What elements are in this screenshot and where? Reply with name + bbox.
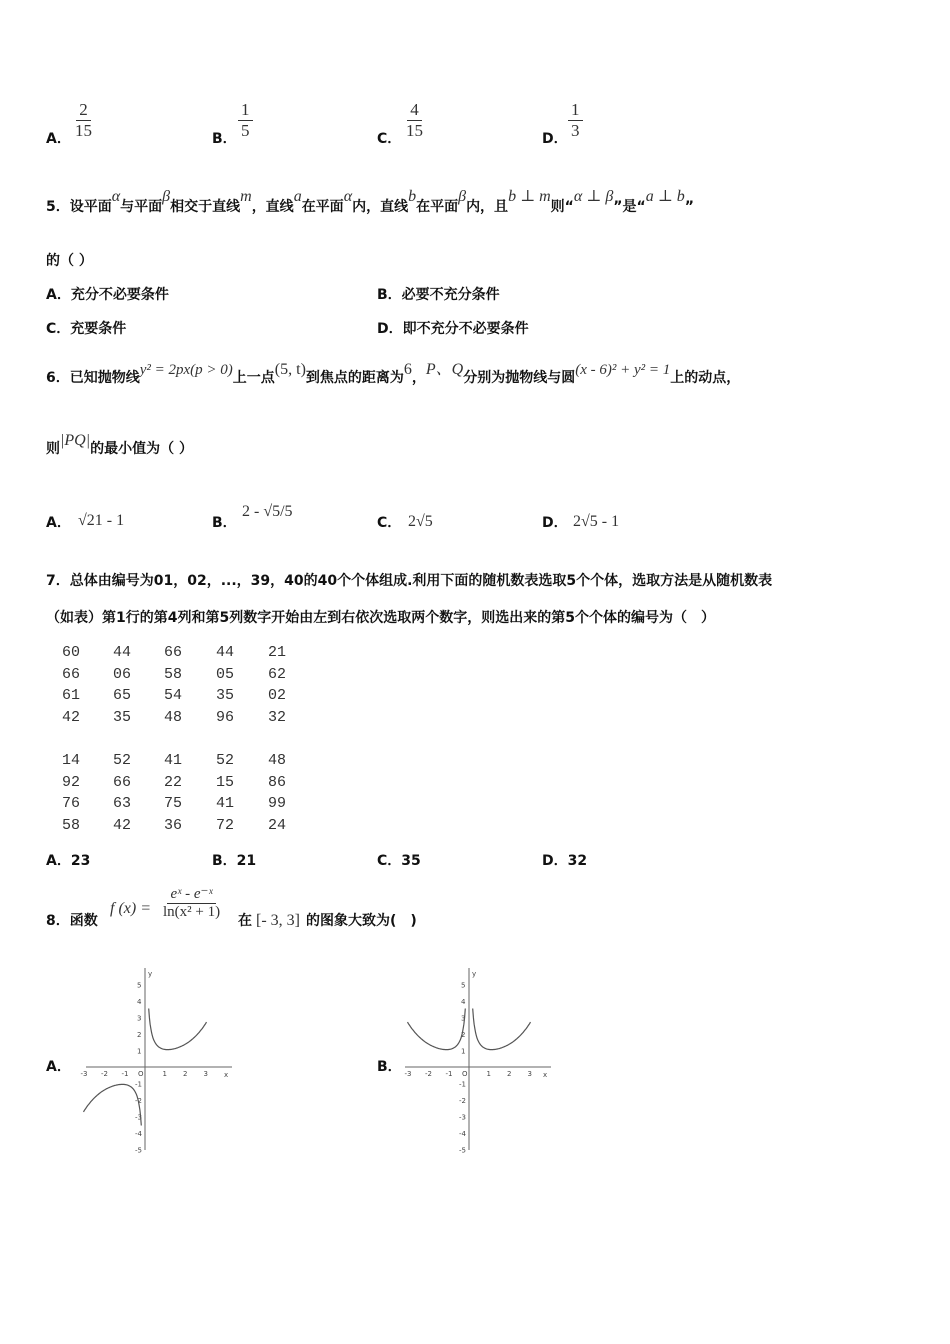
table-cell: 62 <box>268 666 287 683</box>
q6-line2 <box>46 432 193 458</box>
q5-option-c <box>46 318 126 338</box>
table-cell: 52 <box>113 752 132 769</box>
y-tick-label: -3 <box>135 1113 142 1122</box>
x-tick-label: -2 <box>101 1070 108 1078</box>
q7-option-c <box>377 850 421 870</box>
label: A． <box>46 287 71 303</box>
y-tick-label: -3 <box>459 1113 466 1122</box>
table-cell: 06 <box>113 666 132 683</box>
text: 设平面 <box>69 199 112 215</box>
table-cell: 48 <box>268 752 287 769</box>
graph-b-label: B． <box>377 1059 402 1075</box>
table-cell: 58 <box>62 817 81 834</box>
text: ，直线 <box>251 199 294 215</box>
table-cell: 54 <box>164 687 183 704</box>
text: ， <box>411 370 426 386</box>
table-cell: 42 <box>62 709 81 726</box>
x-tick-label: 2 <box>507 1070 512 1078</box>
x-tick-label: 2 <box>183 1070 188 1078</box>
table-cell: 32 <box>268 709 287 726</box>
text: 与平面 <box>120 199 163 215</box>
denominator: ln(x² + 1) <box>163 904 221 921</box>
text: 的图象大致为( ) <box>306 913 417 929</box>
math-circle: (x - 6)² + y² = 1 <box>575 362 671 378</box>
math-pq: P、Q <box>425 361 464 378</box>
text: 到焦点的距离为 <box>305 370 404 386</box>
q7-option-b <box>212 850 256 870</box>
table-cell: 76 <box>62 795 81 812</box>
y-tick-label: -1 <box>135 1080 142 1089</box>
denominator: 3 <box>571 120 580 140</box>
denominator: 15 <box>406 120 423 140</box>
x-tick-label: 3 <box>527 1070 532 1078</box>
label: A． <box>46 853 71 869</box>
table-cell: 58 <box>164 666 183 683</box>
q5-line2: 的（ ） <box>46 253 93 269</box>
text: ” <box>684 199 694 215</box>
text: 上的动点， <box>670 370 741 386</box>
y-tick-label: -4 <box>459 1130 466 1138</box>
q6-option-d-value: 2√5 - 1 <box>573 513 620 530</box>
table-cell: 15 <box>216 774 235 791</box>
q5-option-d <box>377 318 529 338</box>
math-parabola: y² = 2px(p > 0) <box>139 362 233 378</box>
q5-line1 <box>46 188 694 216</box>
y-tick-label: 1 <box>137 1047 142 1056</box>
q6-option-d-label: D． <box>542 515 568 531</box>
q4-option-a-label: A． <box>46 131 71 147</box>
y-tick-label: 2 <box>137 1031 142 1039</box>
curve-left-branch <box>408 1009 466 1050</box>
math-b: b <box>408 188 417 205</box>
table-cell: 75 <box>164 795 183 812</box>
text: 相交于直线 <box>170 199 241 215</box>
label: B． <box>212 853 237 869</box>
table-cell: 60 <box>62 644 81 661</box>
table-cell: 63 <box>113 795 132 812</box>
y-tick-label: 5 <box>137 981 142 990</box>
math-expr2: a ⊥ b <box>645 188 685 205</box>
math-abs-pq: |PQ| <box>60 432 91 449</box>
text: 23 <box>70 853 91 869</box>
x-axis-label: x <box>224 1071 229 1079</box>
text: 在平面 <box>416 199 459 215</box>
x-axis-label: x <box>543 1071 548 1079</box>
text: 充分不必要条件 <box>70 287 169 303</box>
q6-option-b-value: 2 - √5/5 <box>242 503 293 520</box>
text: 的最小值为（ ） <box>90 441 193 457</box>
numerator: 1 <box>568 100 583 121</box>
table-cell: 36 <box>164 817 183 834</box>
y-tick-label: -2 <box>135 1097 142 1105</box>
x-tick-label: 3 <box>203 1070 208 1078</box>
y-tick-label: -5 <box>135 1146 142 1155</box>
math-a: a <box>293 188 302 205</box>
label: C． <box>377 853 402 869</box>
text: 35 <box>401 853 421 869</box>
y-tick-label: -2 <box>459 1097 466 1105</box>
y-tick-label: 3 <box>137 1014 142 1023</box>
table-cell: 99 <box>268 795 287 812</box>
table-cell: 92 <box>62 774 81 791</box>
q6-line1 <box>46 361 741 387</box>
text: 必要不充分条件 <box>401 287 500 303</box>
x-tick-label: -1 <box>121 1070 129 1078</box>
graph-a <box>80 966 234 1155</box>
text: 充要条件 <box>70 321 127 337</box>
table-cell: 35 <box>113 709 132 726</box>
table-cell: 86 <box>268 774 287 791</box>
q5-option-b <box>377 284 500 304</box>
table-cell: 61 <box>62 687 81 704</box>
q4-option-c-fraction <box>403 100 426 140</box>
table-cell: 72 <box>216 817 235 834</box>
q7-option-d <box>542 850 587 870</box>
y-tick-label: -1 <box>459 1080 466 1089</box>
y-tick-label: 5 <box>461 981 466 990</box>
q8-fraction <box>160 886 223 922</box>
q6-option-b-label: B． <box>212 515 237 531</box>
curve-left-branch <box>84 1084 142 1125</box>
table-cell: 96 <box>216 709 235 726</box>
numerator: 4 <box>407 100 422 121</box>
x-tick-label: -3 <box>404 1070 412 1078</box>
q6-option-a-label: A． <box>46 515 71 531</box>
denominator: 5 <box>241 120 250 140</box>
math-condition: b ⊥ m <box>508 188 551 205</box>
table-cell: 24 <box>268 817 287 834</box>
table-cell: 48 <box>164 709 183 726</box>
q4-option-b-label: B． <box>212 131 237 147</box>
y-tick-label: -4 <box>135 1130 142 1138</box>
math-point: (5, t) <box>274 361 306 378</box>
table-cell: 05 <box>216 666 235 683</box>
y-axis-label: y <box>472 970 477 978</box>
text: ” <box>613 199 623 215</box>
y-tick-label: 1 <box>461 1047 466 1056</box>
q8-number: 8． <box>46 913 70 929</box>
q8-number-and-text <box>46 910 98 930</box>
text: 内，直线 <box>352 199 409 215</box>
x-tick-label: -1 <box>445 1070 453 1078</box>
table-cell: 35 <box>216 687 235 704</box>
table-cell: 22 <box>164 774 183 791</box>
numerator: 2 <box>76 100 91 121</box>
q5-option-a <box>46 284 169 304</box>
y-tick-label: 3 <box>461 1014 466 1023</box>
text: 在 <box>238 913 252 929</box>
label: B． <box>377 287 402 303</box>
table-cell: 65 <box>113 687 132 704</box>
q6-option-a-value: √21 - 1 <box>78 512 125 529</box>
graph-a-label: A． <box>46 1059 71 1075</box>
q7-option-a <box>46 850 90 870</box>
text: “ <box>564 199 574 215</box>
table-cell: 52 <box>216 752 235 769</box>
graph-b <box>403 966 553 1155</box>
y-tick-label: 2 <box>461 1031 466 1039</box>
y-axis-label: y <box>148 970 153 978</box>
q7-line1: 7．总体由编号为01，02，...，39，40的40个个体组成.利用下面的随机数表选取5个个体，选取方法是从随机数表 <box>46 573 773 589</box>
math-distance: 6 <box>403 361 412 378</box>
q5-number: 5． <box>46 199 70 215</box>
text: 即不充分不必要条件 <box>402 321 529 337</box>
text: 32 <box>567 853 588 869</box>
math-m: m <box>240 188 252 205</box>
numerator: 1 <box>238 100 253 121</box>
math-alpha: α <box>111 188 121 205</box>
y-tick-label: -5 <box>459 1146 466 1155</box>
text: 已知抛物线 <box>69 370 140 386</box>
text: 分别为抛物线与圆 <box>463 370 576 386</box>
curve-right-branch <box>473 1009 531 1050</box>
q6-number: 6． <box>46 370 70 386</box>
math-beta: β <box>458 188 467 205</box>
text: 函数 <box>69 913 98 929</box>
y-tick-label: 4 <box>137 998 142 1006</box>
math-alpha: α <box>343 188 353 205</box>
label: D． <box>377 321 403 337</box>
x-tick-label: 1 <box>486 1070 491 1078</box>
table-cell: 66 <box>164 644 183 661</box>
denominator: 15 <box>75 120 92 140</box>
text: 21 <box>236 853 257 869</box>
label: C． <box>46 321 71 337</box>
table-cell: 66 <box>113 774 132 791</box>
q4-option-a-fraction <box>72 100 95 140</box>
table-cell: 44 <box>216 644 235 661</box>
table-cell: 02 <box>268 687 287 704</box>
math-expr1: α ⊥ β <box>573 188 614 205</box>
table-cell: 21 <box>268 644 287 661</box>
table-cell: 44 <box>113 644 132 661</box>
curve-right-branch <box>149 1009 207 1050</box>
math-beta: β <box>162 188 171 205</box>
table-cell: 14 <box>62 752 81 769</box>
x-tick-label: -3 <box>80 1070 88 1078</box>
table-cell: 42 <box>113 817 132 834</box>
origin-label: O <box>462 1070 468 1078</box>
text: “ <box>636 199 646 215</box>
text: 上一点 <box>232 370 275 386</box>
text: 则 <box>550 199 565 215</box>
numerator: eˣ - e⁻ˣ <box>167 886 215 904</box>
label: D． <box>542 853 568 869</box>
table-cell: 41 <box>164 752 183 769</box>
y-tick-label: 4 <box>461 998 466 1006</box>
q4-option-c-label: C． <box>377 131 402 147</box>
q4-option-d-fraction <box>568 100 583 140</box>
text: 内，且 <box>466 199 509 215</box>
x-tick-label: -2 <box>425 1070 432 1078</box>
table-cell: 41 <box>216 795 235 812</box>
x-tick-label: 1 <box>162 1070 167 1078</box>
q6-option-c-label: C． <box>377 515 402 531</box>
text: 则 <box>46 441 60 457</box>
q4-option-b-fraction <box>238 100 253 140</box>
text: 在平面 <box>301 199 344 215</box>
q4-option-d-label: D． <box>542 131 568 147</box>
math-interval: [- 3, 3] <box>256 912 300 929</box>
q6-option-c-value: 2√5 <box>408 513 433 530</box>
table-cell: 66 <box>62 666 81 683</box>
math-fx: f (x) = <box>110 900 151 917</box>
text: 是 <box>622 199 637 215</box>
q7-line2: （如表）第1行的第4列和第5列数字开始由左到右依次选取两个数字，则选出来的第5个个体的编号为（ ） <box>46 610 715 626</box>
origin-label: O <box>138 1070 144 1078</box>
